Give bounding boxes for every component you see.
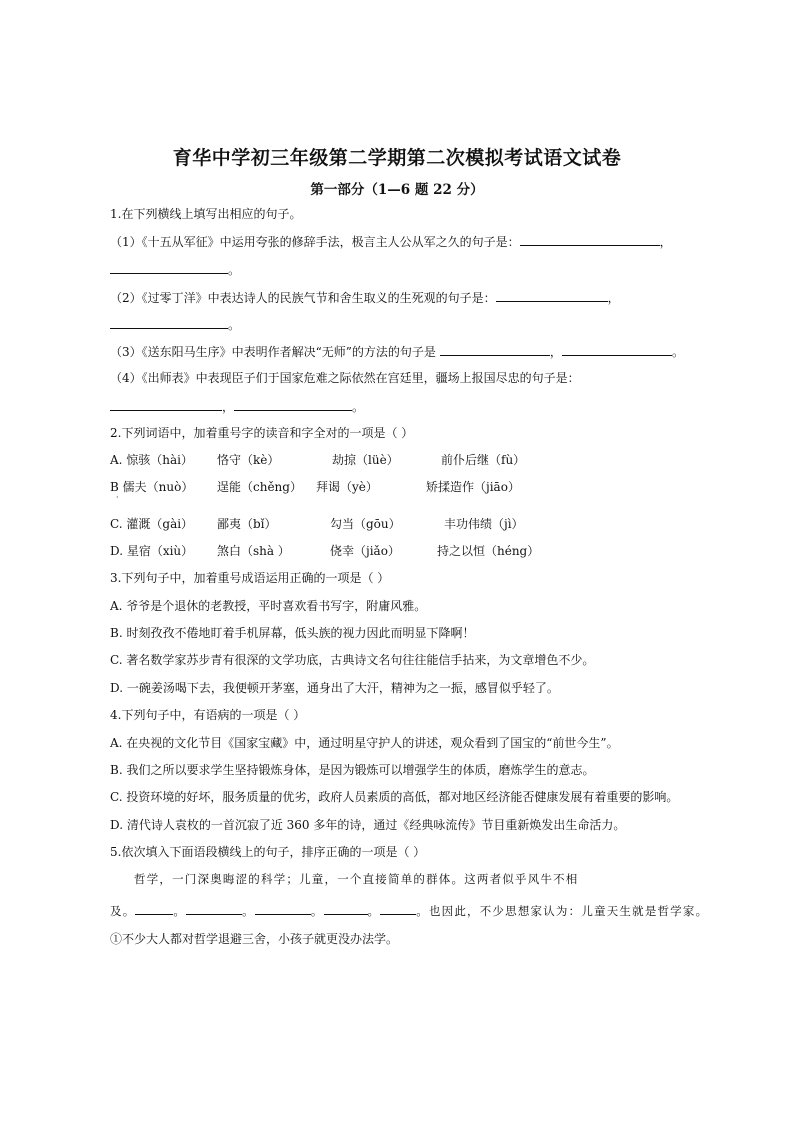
q3-stem: 3.下列句子中，加着重号成语运用正确的一项是（ ） <box>110 571 390 585</box>
q2-option-d-2: 煞白（shà ） <box>217 544 290 558</box>
q2-option-d-1: D. 星宿（xiù） <box>110 544 194 558</box>
answer-blank[interactable] <box>520 233 660 246</box>
q1-sub3 <box>110 343 684 360</box>
q2-option-d-3: 侥幸（jiǎo） <box>330 544 400 558</box>
q1-sub3-text: （3）《送东阳马生序》中表明作者解决“无师”的方法的句子是 <box>110 345 436 359</box>
q5-stem: 5.依次填入下面语段横线上的句子，排序正确的一项是（ ） <box>110 845 426 859</box>
q2-option-b-4: 矫揉造作（jiāo） <box>426 480 520 494</box>
answer-blank[interactable] <box>440 343 550 356</box>
q4-option-c: C. 投资环境的好坏，服务质量的优劣，政府人员素质的高低，都对地区经济能否健康发展有着重要的影响。 <box>110 790 679 804</box>
q2-option-b-2: 逞能（chěng） <box>217 480 302 494</box>
answer-blank[interactable] <box>562 343 672 356</box>
period: 。 <box>228 318 241 332</box>
q1-sub1-line2 <box>110 261 240 278</box>
period: 。 <box>352 400 365 414</box>
comma: ， <box>659 235 672 249</box>
answer-blank[interactable] <box>255 902 311 915</box>
q3-option-b: B. 时刻孜孜不倦地盯着手机屏幕，低头族的视力因此而明显下降啊！ <box>110 626 475 640</box>
passage-start: 及。 <box>110 904 136 918</box>
q1-sub1-text: （1）《十五从军征》中运用夸张的修辞手法，极言主人公从军之久的句子是： <box>110 235 520 249</box>
q2-option-c-4: 丰功伟绩（jì） <box>444 517 524 531</box>
period: 。 <box>671 345 684 359</box>
q1-sub4-line2 <box>110 398 364 415</box>
q3-option-a: A. 爷爷是个退休的老教授，平时喜欢看书写字，附庸风雅。 <box>110 599 427 613</box>
q1-sub4: （4）《出师表》中表现臣子们于国家危难之际依然在宫廷里，疆场上报国尽忠的句子是： <box>110 371 580 385</box>
answer-blank[interactable] <box>110 316 228 329</box>
q3-option-c: C. 著名数学家苏步青有很深的文学功底，古典诗文名句往往能信手拈来，为文章增色不少。 <box>110 653 595 667</box>
period: 。 <box>310 904 324 918</box>
answer-blank[interactable] <box>496 289 608 302</box>
period: 。 <box>173 904 187 918</box>
period: 。 <box>367 904 381 918</box>
comma: ， <box>222 400 235 414</box>
q2-option-a-3: 劫掠（lüè） <box>332 453 399 467</box>
exam-title: 育华中学初三年级第二学期第二次模拟考试语文试卷 <box>172 147 622 169</box>
answer-blank[interactable] <box>110 261 228 274</box>
q2-option-c-2: 鄙夷（bǐ） <box>217 517 277 531</box>
q1-sub2-line2 <box>110 316 240 333</box>
q3-option-d: D. 一碗姜汤喝下去，我便顿开茅塞，通身出了大汗，精神为之一振，感冒似乎轻了。 <box>110 681 559 695</box>
q1-sub2 <box>110 289 620 306</box>
part-heading: 第一部分（1—6 题 22 分） <box>310 182 484 198</box>
q2-option-a-1: A. 惊骇（hài） <box>110 453 194 467</box>
answer-blank[interactable] <box>135 902 173 915</box>
q5-passage-line1: 哲学，一门深奥晦涩的科学；儿童，一个直接简单的群体。这两者似乎风牛不相 <box>134 872 579 886</box>
q5-passage-line2 <box>110 902 708 919</box>
q2-option-d-4: 持之以恒（héng） <box>437 544 540 558</box>
answer-blank[interactable] <box>234 398 352 411</box>
q4-option-a: A. 在央视的文化节目《国家宝藏》中，通过明星守护人的讲述，观众看到了国宝的“前世今生”。 <box>110 736 619 750</box>
q2-option-b-3: 拜谒（yè） <box>316 480 378 494</box>
comma: ， <box>549 345 562 359</box>
q4-option-b: B. 我们之所以要求学生坚持锻炼身体，是因为锻炼可以增强学生的体质，磨炼学生的意志。 <box>110 763 595 777</box>
answer-blank[interactable] <box>186 902 242 915</box>
comma: ， <box>607 291 620 305</box>
q1-sub2-text: （2）《过零丁洋》中表达诗人的民族气节和舍生取义的生死观的句子是： <box>110 291 496 305</box>
q2-option-a-2: 恪守（kè） <box>217 453 280 467</box>
q2-option-b-1: B 儒夫（nuò） <box>110 480 194 494</box>
passage-end: 。也因此，不少思想家认为：儿童天生就是哲学家。 <box>416 904 709 918</box>
period: 。 <box>242 904 255 918</box>
emphasis-dot: · <box>116 493 119 502</box>
q5-item-1: ①不少大人都对哲学退避三舍，小孩子就更没办法学。 <box>110 932 399 946</box>
q1-stem: 1.在下列横线上填写出相应的句子。 <box>110 207 302 221</box>
q4-stem: 4.下列句子中，有语病的一项是（ ） <box>110 708 306 722</box>
q4-option-d: D. 清代诗人袁枚的一首沉寂了近 360 多年的诗，通过《经典咏流传》节目重新焕发出生命活力。 <box>110 818 626 832</box>
answer-blank[interactable] <box>324 902 368 915</box>
q2-stem: 2.下列词语中，加着重号字的读音和字全对的一项是（ ） <box>110 426 414 440</box>
period: 。 <box>228 263 241 277</box>
q2-option-c-1: C. 灌溉（gài） <box>110 517 194 531</box>
q2-option-a-4: 前仆后继（fù） <box>441 453 526 467</box>
q2-option-c-3: 勾当（gōu） <box>330 517 401 531</box>
answer-blank[interactable] <box>110 398 222 411</box>
answer-blank[interactable] <box>380 902 416 915</box>
q1-sub1 <box>110 233 672 250</box>
